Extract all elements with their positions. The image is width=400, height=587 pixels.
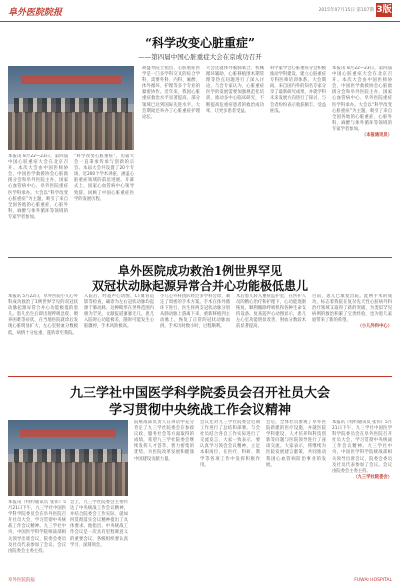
article1-column-5 [270,66,326,252]
article3-column-4 [200,420,260,576]
article3-headline-line1: 九三学社中国医学科学院委员会召开社员大会 [69,386,330,401]
footer-right: FUWAI HOSPITAL [354,578,392,583]
masthead: 阜外医院院报 [8,8,63,18]
article1-column-1 [8,154,68,252]
issue-meta: 2015年07月15日 第107期 [318,8,374,13]
article3-column-5 [266,420,326,576]
article3-photo [8,420,128,496]
article3-text-1: 本报讯（特约通讯员 张伟）5月21日下午，九三学社中国医学科学院委员会在阜外医院召开社员大会，学习贯彻中央统战工作会议精神。九三学社中央、中国医学科学院统战部相关领导出席会议，院委会委员及社员代表参加了会议。会议由院委会主委主持。 [8,500,66,554]
article2-text-5: 目前，患儿已康复出院。此例手术的成功，标志着我院在复杂先天性心脏病外科治疗领域又取得了新的突破，为类似罕见病例的救治积累了宝贵经验，也为患儿家庭带来了新的希望。 [312,294,392,324]
article1-column-6 [332,66,392,252]
article1-text-5: 科学家学会心脏重症分会积极推动学科建设，建立心脏重症专科医师培训体系。大会期间，来自国内外的知名专家分享了最新研究成果，并就学科未来发展方向进行了探讨，与会者纷纷表示收获颇丰，受益匪浅。 [270,66,326,114]
article1-headline: “科学改变心脏重症” [145,36,255,50]
article2-headline-line2: 双冠状动脉起源异常合并心功能极低患儿 [91,279,308,293]
article2-text-3: 小儿心外科团队经过多学科会诊，制定了周密的手术方案。手术在体外循环下进行，医生将两支冠状动脉分别从肺动脉上游离下来，重新移植到主动脉上，恢复了正常的冠状动脉血供。手术历时数小时，过程顺利。 [160,294,230,330]
article2-column-4 [236,294,306,372]
article3-headline-line2: 学习贯彻中央统战工作会议精神 [108,403,291,418]
article1-column-4 [206,66,264,252]
article3-text-2: 会上，九三学社院委会主委传达了中央统战工作会议精神，并结合院委会工作实际，就如何贯彻落实会议精神提出了具体要求。他指出，中央统战工作会议是一次具有里程碑意义的重要会议，各级组织要认真学习、深刻领会。 [70,500,128,548]
article2-headline-line1: 阜外医院成功救治1例世界罕见 [117,264,283,278]
article1-photo [8,66,134,150]
section-divider-1 [8,257,392,258]
article2-column-2 [84,294,154,372]
article3-column-2 [70,500,128,576]
article2-column-1 [8,294,78,372]
article2-column-3 [160,294,230,372]
article1-text-3: 胡盛寿院士指出，心脏重症医学是一门多学科交叉的综合学科，需要外科、内科、麻醉、体外循环、护理等多个专业的紧密协作。近年来，我国心脏重症救治水平显著提高，部分领域已达到国际先进水平。大会期间还举办了心脏重症护理论坛。 [142,66,200,120]
footer-left: 阜外医院院报 [8,578,35,583]
article3-text-3: 院统战部负责人在讲话中充分肯定了九三学社院委会在参政议政、服务社会等方面取得的成绩，希望九三学社院委会继续发挥人才荟萃、智力密集的优势，为医院改革发展和健康中国建设贡献力量。 [134,420,194,462]
article3-text-4: 会议还对九三学社院委会近期工作进行了总结和部署。与会社员结合各自工作实际进行了交流发言，大家一致表示，要认真学习领会会议精神，立足本职岗位，在医疗、科研、教学等各项工作中发挥积极作用。 [200,420,260,468]
article3-text-5: 会后，全体社员参观了阜外医院新建的医疗设施，并就医院学科建设、人才培养和科技创新等问题与医院领导进行了座谈交流。大家表示，将继续为医院发展建言献策，共同推动我国心血管病防治事业的发展。 [266,420,326,468]
article1-text-4: 大会还就体外膜肺氧合、机械循环辅助、心脏移植围术期管理等热点问题进行了深入讨论。与会专家认为，心脏重症医学的发展需要加强规范化培训，推动多中心临床研究，不断提高危重症患者的救治成功率，让更多患者受益。 [206,66,264,114]
article1-text-1: 本报讯 8月22—23日，第四届中国心脏重症大会在北京召开。本次大会由中国医师协会、中国医学救援协会心脏救援分会和阜外医院主办，国家心血管病中心、阜外医院重症医学科承办。大会以“科学改变心脏重症”为主题，吸引了来自全国各地的心脏重症、心脏外科、麻醉与体外循环等领域的专家学者参加。 [8,154,68,220]
article1-column-2 [74,154,134,252]
article2-signature: （小儿外科中心） [357,324,392,330]
article1-column-3 [142,66,200,252]
page-number-badge: 3版 [376,5,392,15]
article1-text-6: 本报讯 8月22—23日，第四届中国心脏重症大会在北京召开。本次大会由中国医师协会、中国医学救援协会心脏救援分会和阜外医院主办，国家心血管病中心、阜外医院重症医学科承办。大会以“科学改变心脏重症”为主题，吸引了来自全国各地的心脏重症、心脏外科、麻醉与体外循环等领域的专家学者参加。 [332,66,392,132]
article3-column-6 [332,420,392,576]
article3-text-6: 本报讯（特约通讯员 张伟）5月21日下午，九三学社中国医学科学院委员会在阜外医院召开社员大会，学习贯彻中央统战工作会议精神。九三学社中央、中国医学科学院统战部相关领导出席会议，院委会委员及社员代表参加了会议。会议由院委会主委主持。 [332,420,392,474]
article3-column-3 [134,420,194,576]
page-header [0,0,400,22]
article1-text-2: “科学改变心脏重症”，历届大会一直秉承传承与创新的宗旨。本届大会共设置了20个专场，近200个学术讲座，涵盖心脏重症领域的前沿进展。开幕式上，国家心血管病中心领导致辞，回顾了中国心脏重症医学的发展历程。 [74,154,134,202]
article3-column-1 [8,500,66,576]
article1-subheadline: ——第四届中国心脏重症大会在京成功召开 [138,53,262,61]
article1-signature: （本报通讯员） [361,133,392,139]
article2-column-5 [312,294,392,372]
article2-text-1: 本报讯 5月22日，阜外医院小儿心外科成功救治了1例世界罕见的双冠状动脉起源异常合并心功能极低的患儿。患儿出生后即出现呼吸急促、喂养困难等症状，在当地医院就诊后发现心脏明显扩大，左心室射血分数极低，病情十分危重，遂转诊至我院。 [8,294,78,336]
article2-text-2: 入院后，经超声心动图、CT血管造影等检查，确诊为左右冠状动脉均起源于肺动脉，这种畸形在世界范围内极为罕见，文献报道寥寥无几。患儿入院时心功能极差，随时可能发生心脏骤停，手术风险极高。 [84,294,154,330]
article3-signature: （九三学社院委会） [353,474,392,480]
section-divider-2 [8,376,392,377]
article2-text-4: 术后患儿转入重症监护室，在医护人员的精心治疗和护理下，心功能逐渐恢复，顺利撤除呼吸机和各种生命支持设备。复查超声心动图显示，患儿左心室功能明显改善，射血分数较术前显著提高。 [236,294,306,330]
